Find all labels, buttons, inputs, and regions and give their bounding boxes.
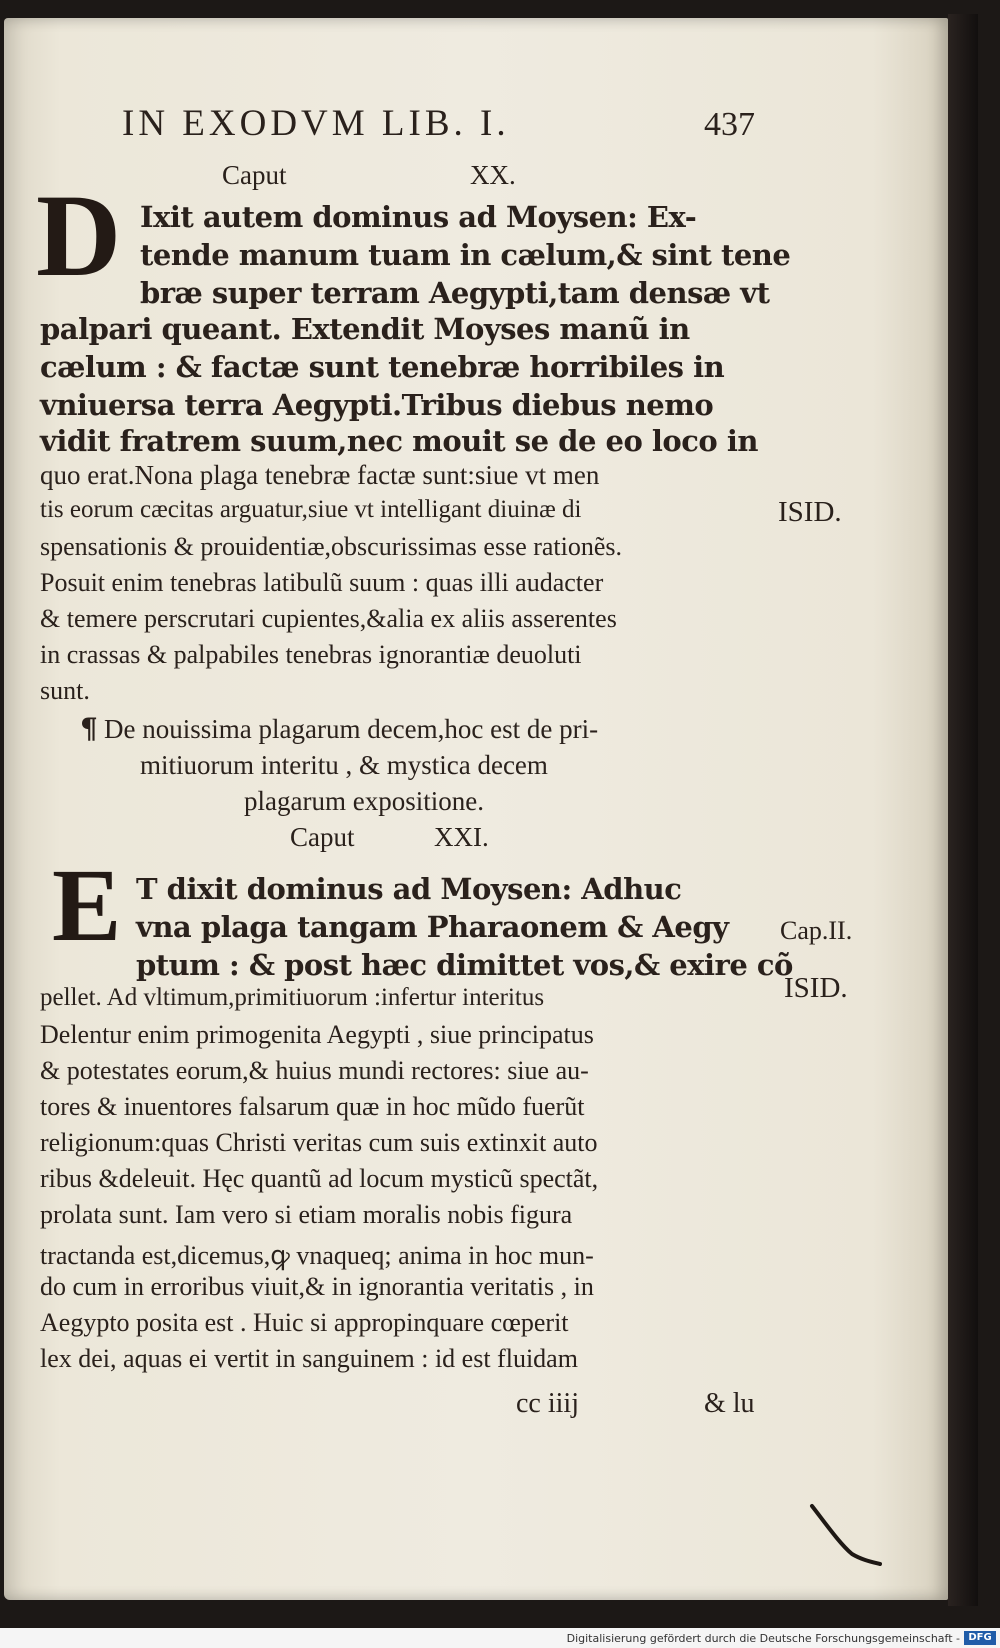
text-line: lex dei, aquas ei vertit in sanguinem : id est fluidam [40, 1344, 578, 1373]
text-line: sunt. [40, 676, 90, 705]
margin-note: ISID. [784, 972, 848, 1004]
drop-cap: D [36, 170, 122, 301]
text-line: prolata sunt. Iam vero si etiam moralis nobis figura [40, 1200, 573, 1229]
signature-mark: cc iiij [516, 1388, 579, 1419]
text-line: quo erat.Nona plaga tenebræ factæ sunt:siue vt men [40, 460, 600, 490]
text-line: tores & inuentores falsarum quæ in hoc mũdo fuerũt [40, 1092, 585, 1121]
text-line: Delentur enim primogenita Aegypti , siue principatus [40, 1020, 594, 1049]
text-line: spensationis & prouidentiæ,obscurissimas esse rationẽs. [40, 532, 623, 561]
text-line: tractanda est,dicemus,ꝙ vnaqueq; anima in hoc mun- [40, 1241, 594, 1270]
text-line: Aegypto posita est . Huic si appropinquare cœperit [40, 1308, 569, 1337]
text-line: & potestates eorum,& huius mundi rectores: siue au- [40, 1056, 589, 1085]
book-edge [948, 14, 978, 1606]
ink-mark [806, 1500, 886, 1570]
caput-label: Caput [222, 160, 287, 190]
section-heading-line: De nouissima plagarum decem,hoc est de pri- [104, 714, 599, 744]
catchword: & lu [704, 1388, 755, 1419]
text-line: pellet. Ad vltimum,primitiuorum :infertur interitus [40, 984, 545, 1011]
text-line: ptum : & post hæc dimittet vos,& exire cõ [136, 948, 793, 982]
text-line: in crassas & palpabiles tenebras ignorantiæ deuoluti [40, 640, 582, 669]
text-line: cælum : & factæ sunt tenebræ horribiles in [40, 350, 725, 384]
text-line: T dixit dominus ad Moysen: Adhuc [136, 872, 682, 906]
text-line: religionum:quas Christi veritas cum suis extinxit auto [40, 1128, 598, 1157]
text-line: tis eorum cæcitas arguatur,siue vt intelligant diuinæ di [40, 496, 582, 523]
text-line: tende manum tuam in cælum,& sint tene [140, 238, 791, 272]
text-line: palpari queant. Extendit Moyses manũ in [40, 312, 690, 346]
margin-note: Cap.II. [780, 916, 853, 945]
section-heading-line: mitiuorum interitu , & mystica decem [140, 750, 548, 780]
text-line: Posuit enim tenebras latibulũ suum : quas illi audacter [40, 568, 604, 597]
pilcrow-mark: ¶ [80, 712, 98, 745]
caput-number: XXI. [434, 822, 489, 852]
footer-credit: Digitalisierung gefördert durch die Deutsche Forschungsgemeinschaft - [566, 1632, 960, 1645]
text-line: do cum in erroribus viuit,& in ignorantia veritatis , in [40, 1272, 594, 1301]
text-line: bræ super terram Aegypti,tam densæ vt [140, 276, 770, 310]
text-line: vniuersa terra Aegypti.Tribus diebus nemo [40, 388, 714, 422]
caput-number: XX. [470, 160, 516, 190]
running-title: IN EXODVM LIB. I. [122, 103, 510, 144]
margin-note: ISID. [778, 496, 842, 528]
drop-cap: E [52, 848, 122, 963]
text-line: vidit fratrem suum,nec mouit se de eo loco in [40, 424, 758, 458]
text-line: vna plaga tangam Pharaonem & Aegy [136, 910, 729, 944]
section-heading-line: plagarum expositione. [244, 786, 484, 816]
dfg-logo: DFG [964, 1631, 996, 1645]
text-line: Ixit autem dominus ad Moysen: Ex- [140, 200, 697, 234]
text-line: & temere perscrutari cupientes,&alia ex aliis asserentes [40, 604, 617, 633]
text-line: ribus &deleuit. Hęc quantũ ad locum mysticũ spectãt, [40, 1164, 599, 1193]
caput-label: Caput [290, 822, 355, 852]
page-number: 437 [704, 106, 755, 143]
